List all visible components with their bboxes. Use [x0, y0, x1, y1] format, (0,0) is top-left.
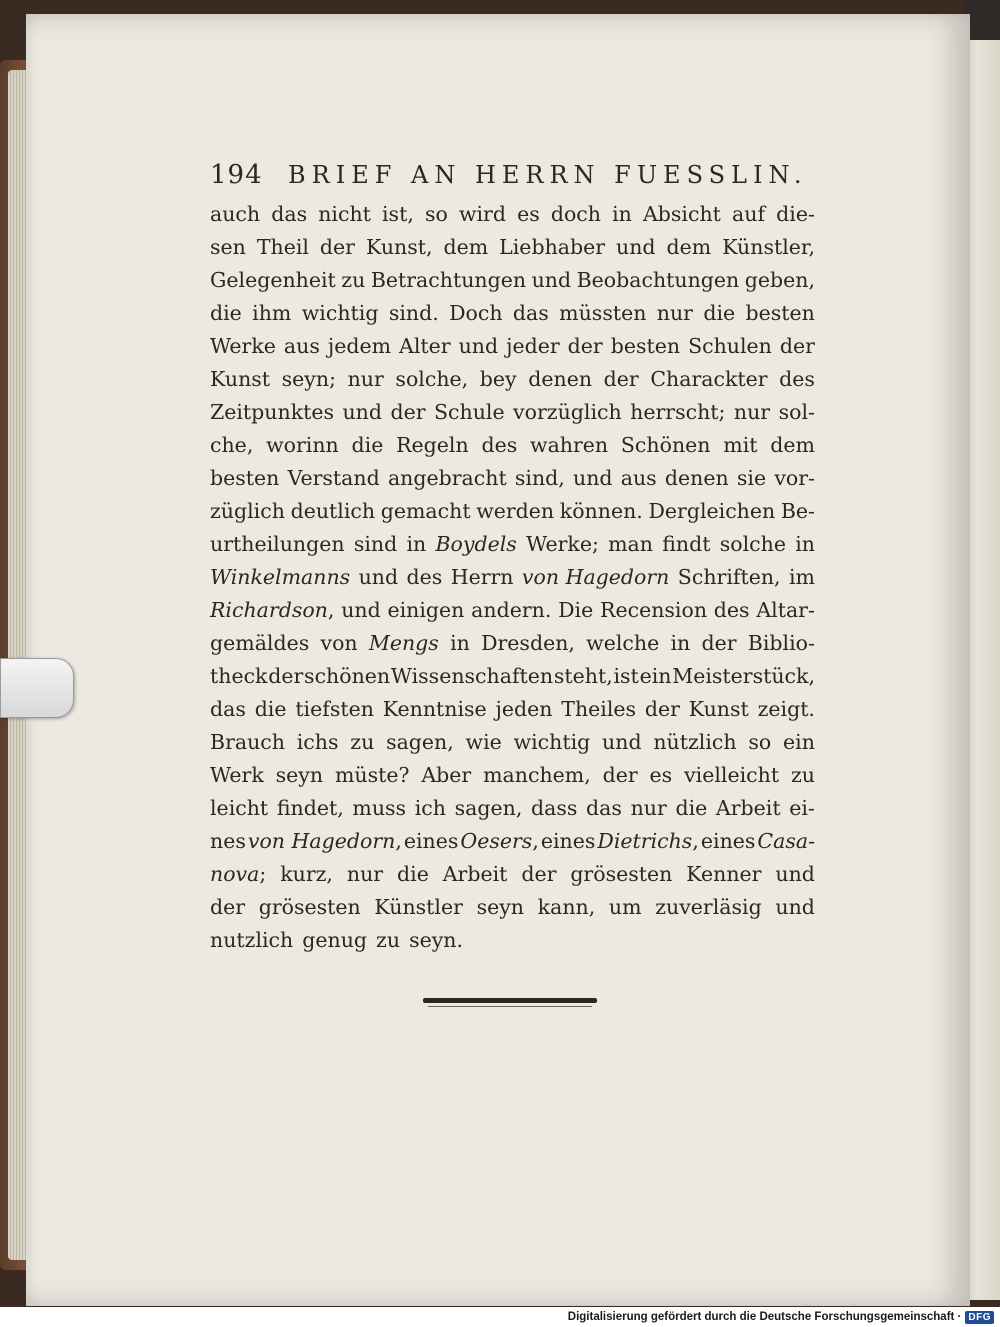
page-number: 194	[210, 160, 263, 190]
word: besten	[610, 334, 681, 358]
word: Gelegenheit	[210, 268, 336, 292]
text-line	[210, 462, 815, 495]
word: sie	[736, 466, 767, 490]
word: dem	[443, 235, 489, 259]
word: wichtig	[301, 301, 379, 325]
text-line	[210, 363, 815, 396]
word: ist	[613, 664, 639, 688]
word: geben,	[744, 268, 815, 292]
word: bey	[479, 367, 517, 391]
word: des	[406, 565, 443, 589]
running-title: BRIEF AN HERRN FUESSLIN.	[288, 161, 808, 189]
word: Boydels	[435, 532, 517, 556]
text-line	[210, 528, 815, 561]
ornamental-rule	[423, 998, 597, 1003]
text-line	[210, 660, 815, 693]
word: werden	[476, 499, 555, 523]
word: vorzüglich	[513, 400, 622, 424]
book-spine	[966, 0, 1000, 40]
word: die	[254, 697, 287, 721]
word: seyn	[476, 895, 525, 919]
word: Kunst	[688, 697, 749, 721]
word: der	[602, 763, 638, 787]
word: urtheilungen	[210, 532, 345, 556]
word: worinn	[266, 433, 339, 457]
text-line	[210, 759, 815, 792]
word: welche	[586, 631, 660, 655]
word: Be-	[780, 499, 815, 523]
word: und	[358, 565, 399, 589]
word: so	[424, 202, 448, 226]
word: im	[788, 565, 815, 589]
text-line	[210, 627, 815, 660]
word: aus	[283, 334, 320, 358]
word: findt	[662, 532, 711, 556]
word: vor-	[774, 466, 815, 490]
word: besten	[745, 301, 815, 325]
footer-credit: Digitalisierung gefördert durch die Deutsche Forschungsgemeinschaft ·	[567, 1311, 962, 1323]
word: dass	[531, 796, 578, 820]
word: züglich	[210, 499, 285, 523]
word: Künstler	[374, 895, 463, 919]
word: Werke	[210, 334, 276, 358]
word: denen	[528, 367, 593, 391]
word: eines	[700, 829, 756, 853]
text-line	[210, 297, 815, 330]
word: ihm	[252, 301, 292, 325]
word: und	[775, 895, 815, 919]
word: der	[644, 697, 680, 721]
word: und	[775, 862, 815, 886]
word: und	[573, 466, 613, 490]
word: einigen	[387, 598, 465, 622]
word: denen	[664, 466, 729, 490]
word: nur	[656, 301, 693, 325]
word: Regeln	[396, 433, 469, 457]
word: aus	[620, 466, 657, 490]
word: um	[608, 895, 642, 919]
word: Werk	[210, 763, 264, 787]
word: Liebhaber	[499, 235, 606, 259]
word: Kenner	[686, 862, 762, 886]
word: der	[268, 664, 304, 688]
word: und	[602, 730, 642, 754]
word: von Hagedorn,	[247, 829, 402, 853]
word: Oesers,	[460, 829, 539, 853]
word: gemäldes	[210, 631, 310, 655]
text-line	[210, 693, 815, 726]
word: zeigt.	[757, 697, 815, 721]
word: seyn.	[409, 928, 464, 952]
word: doch	[550, 202, 601, 226]
word: so	[748, 730, 772, 754]
word: kann,	[537, 895, 596, 919]
word: zu	[376, 928, 401, 952]
page-header	[210, 160, 815, 200]
word: in	[612, 202, 632, 226]
word: und	[531, 268, 572, 292]
word: tiefsten	[295, 697, 374, 721]
word: das	[512, 301, 549, 325]
word: Meisterstück,	[672, 664, 815, 688]
word: der	[603, 367, 639, 391]
word: die	[210, 301, 242, 325]
word: ichs	[296, 730, 339, 754]
text-line	[210, 198, 815, 231]
word: dem	[666, 235, 712, 259]
word: Altar-	[756, 598, 815, 622]
text-line	[210, 825, 815, 858]
word: Schönen	[620, 433, 711, 457]
word: sind	[353, 532, 398, 556]
word: kurz,	[280, 862, 333, 886]
word: Herrn	[450, 565, 514, 589]
word: sen	[210, 235, 246, 259]
text-line	[210, 924, 815, 957]
word: solche	[719, 532, 786, 556]
word: in	[795, 532, 815, 556]
text-line	[210, 858, 815, 891]
word: das	[210, 697, 246, 721]
word: jedem	[327, 334, 392, 358]
text-line	[210, 594, 815, 627]
text-line	[210, 396, 815, 429]
word: nur	[733, 400, 771, 424]
word: nur	[630, 796, 667, 820]
word: steht,	[553, 664, 613, 688]
word: von	[320, 631, 358, 655]
text-line	[210, 231, 815, 264]
word: der	[521, 862, 557, 886]
word: grösesten	[570, 862, 673, 886]
text-line	[210, 264, 815, 297]
word: che,	[210, 433, 254, 457]
word: Theiles	[561, 697, 637, 721]
word: und	[616, 235, 656, 259]
word: gemacht	[380, 499, 471, 523]
word: Dietrichs,	[597, 829, 699, 853]
word: es	[649, 763, 673, 787]
word: die	[675, 796, 708, 820]
word: deutlich	[290, 499, 376, 523]
word: theck	[210, 664, 268, 688]
word: findet,	[276, 796, 344, 820]
word: und	[341, 598, 381, 622]
word: des	[481, 433, 518, 457]
word: wird	[458, 202, 506, 226]
word: Kunst,	[365, 235, 433, 259]
word: mit	[723, 433, 758, 457]
word: Zeitpunktes	[210, 400, 335, 424]
word: zuverläsig	[655, 895, 762, 919]
word: herrscht;	[630, 400, 726, 424]
text-line	[210, 891, 815, 924]
word: Casa-	[757, 829, 815, 853]
word: der	[210, 895, 246, 919]
word: die	[703, 301, 736, 325]
word: muss	[352, 796, 407, 820]
word: das	[271, 202, 308, 226]
word: jeder	[506, 334, 560, 358]
word: zu	[790, 763, 815, 787]
word: Recension	[600, 598, 708, 622]
word: sol-	[778, 400, 815, 424]
word: Kunst	[210, 367, 271, 391]
word: wie	[465, 730, 502, 754]
dfg-logo-icon: DFG	[965, 1311, 994, 1324]
word: Schulen	[688, 334, 772, 358]
word: vielleicht	[684, 763, 780, 787]
word: sind,	[514, 466, 565, 490]
word: der	[567, 334, 603, 358]
word: seyn;	[281, 367, 336, 391]
word: Richardson,	[210, 598, 335, 622]
word: Theil	[256, 235, 309, 259]
word: Dergleichen	[648, 499, 776, 523]
ornamental-rule-thin	[428, 1006, 592, 1007]
text-line	[210, 561, 815, 594]
word: Dresden,	[481, 631, 575, 655]
word: nützlich	[653, 730, 737, 754]
word: jeden	[495, 697, 553, 721]
word: ei-	[789, 796, 815, 820]
word: leicht	[210, 796, 269, 820]
word: Biblio-	[747, 631, 815, 655]
word: sind.	[388, 301, 439, 325]
word: Schule	[433, 400, 505, 424]
word: es	[517, 202, 540, 226]
text-line	[210, 792, 815, 825]
word: Kenntnise	[382, 697, 487, 721]
word: auf	[732, 202, 766, 226]
word: angebracht	[387, 466, 507, 490]
word: grösesten	[258, 895, 361, 919]
word: nicht	[318, 202, 371, 226]
text-line	[210, 495, 815, 528]
word: eines	[540, 829, 596, 853]
word: der	[779, 334, 815, 358]
word: der	[319, 235, 355, 259]
word: Arbeit	[442, 862, 508, 886]
word: wichtig	[513, 730, 591, 754]
word: Beobachtungen	[576, 268, 740, 292]
word: der	[701, 631, 737, 655]
word: ein	[639, 664, 672, 688]
digitization-footer	[0, 1307, 1000, 1327]
word: Mengs	[368, 631, 439, 655]
word: manchem,	[483, 763, 591, 787]
word: andern.	[471, 598, 552, 622]
word: Brauch	[210, 730, 285, 754]
word: und	[458, 334, 499, 358]
text-line	[210, 330, 815, 363]
bookmark-clip	[0, 658, 74, 718]
word: die	[351, 433, 384, 457]
word: Alter	[399, 334, 451, 358]
word: solche,	[395, 367, 469, 391]
word: Verstand	[287, 466, 380, 490]
word: und	[342, 400, 382, 424]
word: nes	[210, 829, 246, 853]
body-text	[210, 198, 815, 957]
word: von Hagedorn	[521, 565, 670, 589]
word: die	[397, 862, 429, 886]
word: Winkelmanns	[210, 565, 351, 589]
word: müste?	[334, 763, 410, 787]
word: wahren	[530, 433, 609, 457]
word: nur	[346, 862, 384, 886]
word: ein	[783, 730, 815, 754]
word: besten	[210, 466, 280, 490]
word: schönen	[304, 664, 391, 688]
word: zu	[341, 268, 366, 292]
word: ist,	[382, 202, 414, 226]
text-line	[210, 726, 815, 759]
word: sagen,	[386, 730, 454, 754]
word: Werke;	[526, 532, 599, 556]
word: Charackter	[650, 367, 768, 391]
word: Arbeit	[715, 796, 781, 820]
word: des	[713, 598, 750, 622]
word: zu	[350, 730, 375, 754]
word: Doch	[449, 301, 503, 325]
word: nova;	[210, 862, 267, 886]
word: auch	[210, 202, 261, 226]
text-line	[210, 429, 815, 462]
word: in	[670, 631, 691, 655]
word: sagen,	[454, 796, 523, 820]
word: Wissenschaften	[390, 664, 554, 688]
word: Die	[558, 598, 594, 622]
word: Künstler,	[722, 235, 815, 259]
word: das	[586, 796, 622, 820]
word: Absicht	[642, 202, 721, 226]
word: des	[779, 367, 815, 391]
word: seyn	[275, 763, 324, 787]
word: dem	[770, 433, 815, 457]
word: können.	[559, 499, 643, 523]
word: nutzlich	[210, 928, 294, 952]
word: in	[406, 532, 427, 556]
word: der	[390, 400, 426, 424]
word: genug	[302, 928, 368, 952]
word: müssten	[559, 301, 647, 325]
word: die-	[776, 202, 815, 226]
word: eines	[403, 829, 459, 853]
word: Schriften,	[677, 565, 781, 589]
word: Aber	[421, 763, 472, 787]
word: ich	[414, 796, 446, 820]
word: Betrachtungen	[370, 268, 527, 292]
word: nur	[347, 367, 384, 391]
word: in	[450, 631, 470, 655]
word: man	[608, 532, 653, 556]
